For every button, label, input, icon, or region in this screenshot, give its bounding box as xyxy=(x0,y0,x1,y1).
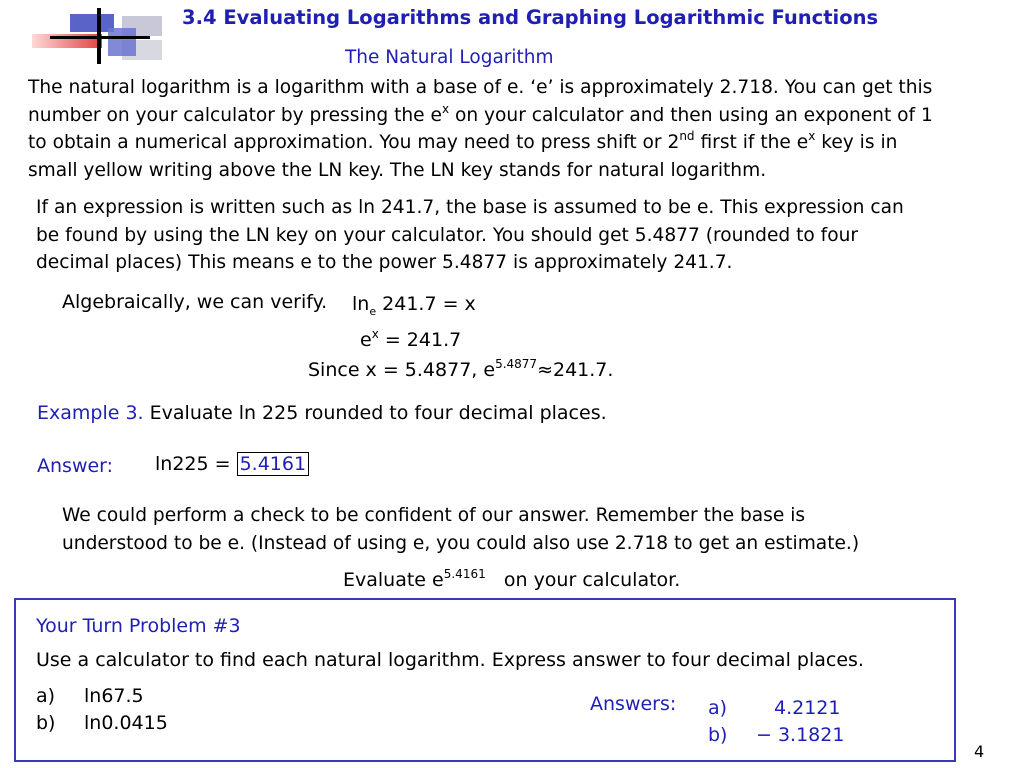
since-statement: Since x = 5.4877, $e^{5.4877}\approx 241.7$. xyxy=(308,357,614,381)
your-turn-title: Your Turn Problem #3 xyxy=(36,615,241,637)
answer-item: b) − 3.1821 xyxy=(708,724,845,746)
expression-paragraph xyxy=(36,194,1024,277)
answer-item: a) 4.2121 xyxy=(708,697,841,719)
answer-equation: ln225 = 5.4161 xyxy=(155,450,309,478)
check-line: understood to be e. (Instead of using e, you could also use 2.718 to get an estimate.) xyxy=(62,532,860,554)
check-paragraph xyxy=(62,502,1024,557)
problem-item: a) ln67.5 xyxy=(36,685,144,707)
intro-line: The natural logarithm is a logarithm with a base of e. ‘e’ is approximately 2.718. You can get this xyxy=(28,77,933,98)
page-number: 4 xyxy=(974,742,985,761)
page-title: 3.4 Evaluating Logarithms and Graphing Logarithmic Functions xyxy=(182,6,879,29)
check-line: We could perform a check to be confident of our answer. Remember the base is xyxy=(62,505,806,526)
intro-line: number on your calculator by pressing the $e^x$ on your calculator and then using an exponent of 1 xyxy=(28,101,933,126)
expression-line: If an expression is written such as ln 241.7, the base is assumed to be e. This expression can xyxy=(36,197,904,218)
verify-equation-2: $e^x = 241.7$ xyxy=(360,327,462,351)
presentation-logo xyxy=(30,6,142,64)
section-subtitle: The Natural Logarithm xyxy=(345,47,554,68)
intro-line: to obtain a numerical approximation. You may need to press shift or 2nd first if the $e^x$ key is in xyxy=(28,129,898,153)
intro-line: small yellow writing above the LN key. The LN key stands for natural logarithm. xyxy=(28,159,767,181)
expression-line: be found by using the LN key on your calculator. You should get 5.4877 (rounded to four xyxy=(36,224,859,246)
example-statement xyxy=(37,399,607,427)
answer-label: Answer: xyxy=(37,455,114,477)
verify-equation-1: $\ln_e 241.7 = x$ xyxy=(352,293,476,318)
answers-label: Answers: xyxy=(590,693,677,715)
your-turn-instruction: Use a calculator to find each natural logarithm. Express answer to four decimal places. xyxy=(36,649,864,671)
example-text: Evaluate ln 225 rounded to four decimal places. xyxy=(149,402,607,424)
example-label: Example 3. xyxy=(37,402,144,424)
boxed-answer: 5.4161 xyxy=(237,452,309,476)
verify-label: Algebraically, we can verify. xyxy=(62,291,328,313)
intro-paragraph xyxy=(28,74,1018,184)
expression-line: decimal places) This means e to the power 5.4877 is approximately 241.7. xyxy=(36,252,733,273)
evaluate-instruction: Evaluate $e^{5.4161}$ on your calculator. xyxy=(343,567,681,591)
problem-item: b) ln0.0415 xyxy=(36,712,168,734)
